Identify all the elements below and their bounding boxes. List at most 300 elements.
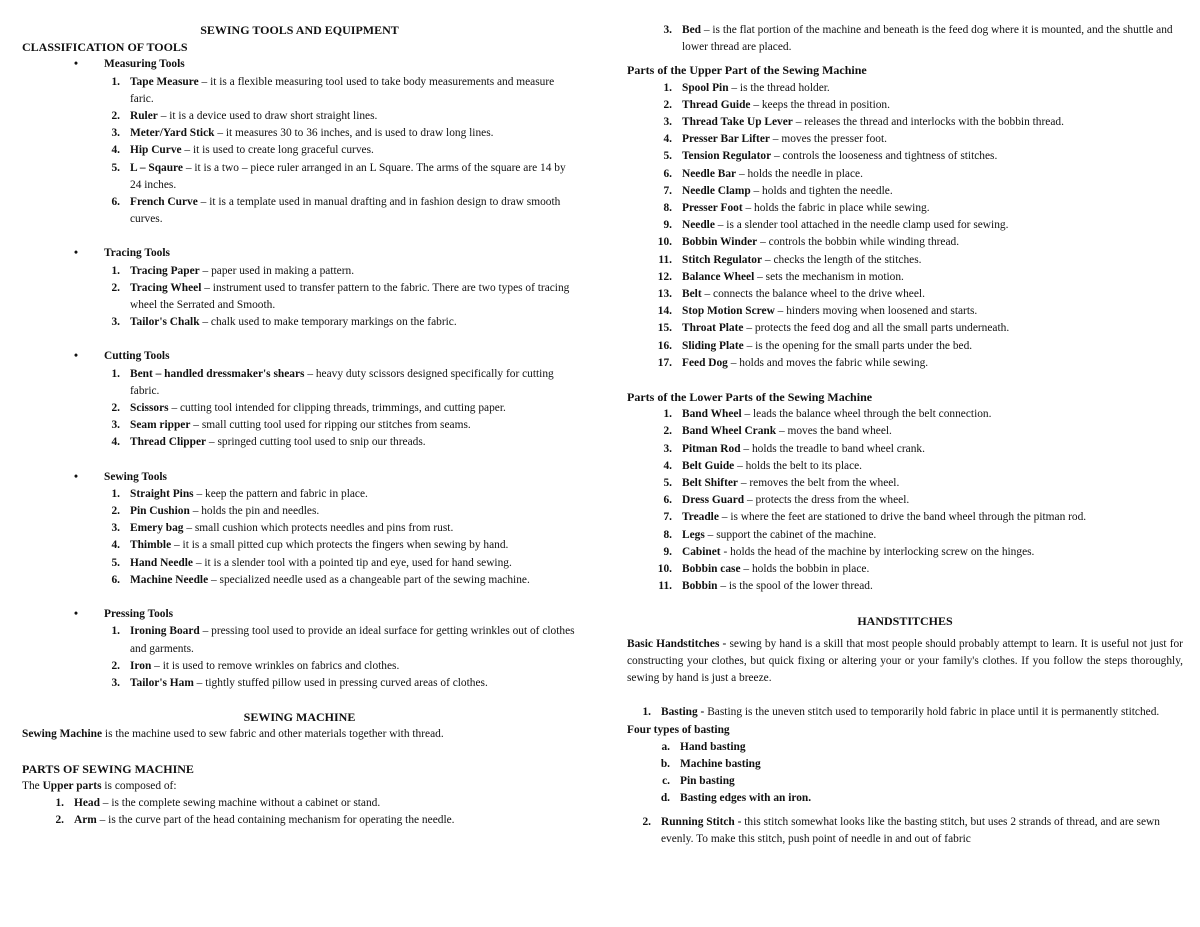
item-desc: it is a template used in manual drafting and in fashion design to draw smooth curves. [130,196,561,226]
basting-type-item [627,773,1183,790]
item-separator: – [762,253,774,266]
item-term: Stitch Regulator [682,253,763,266]
item-desc: is the spool of the lower thread. [728,580,873,593]
bullet-icon: • [74,350,78,363]
item-desc: is the complete sewing machine without a cabinet or stand. [111,796,381,809]
item-desc: it is a two – piece ruler arranged in an L Square. The arms of the square are 14 by 24 inches. [130,161,566,191]
item-separator: – [190,419,202,432]
lower-component-item [627,475,1183,492]
item-desc: sets the mechanism in motion. [765,270,904,283]
upper-part-items [627,80,1183,372]
lower-component-item [627,544,1183,561]
tool-item [22,400,577,417]
upper-part-item [22,795,577,812]
item-desc: it is a slender tool with a pointed tip and eye, used for hand sewing. [204,556,512,569]
tool-item [22,675,577,692]
basting-type-letter: a. [661,740,670,753]
item-separator: – [776,425,788,438]
item-number: 4. [111,539,120,552]
item-number: 1. [111,487,120,500]
item-number: 12. [657,270,672,283]
upper-component-item [627,80,1183,97]
item-number: 3. [663,116,672,129]
item-separator: – [198,75,211,88]
item-number: 1. [111,75,120,88]
item-separator: – [181,144,193,157]
lower-part-heading: Parts of the Lower Parts of the Sewing Machine [627,390,873,405]
item-desc: keep the pattern and fabric in place. [205,487,368,500]
lower-component-item [627,441,1183,458]
item-desc: heavy duty scissors designed specifically for cutting fabric. [130,367,554,397]
item-desc: instrument used to transfer pattern to the fabric. There are two types of tracing wheel the Serrated and Smooth. [130,281,570,312]
item-term: Ruler [130,110,158,123]
tool-item [22,160,577,194]
item-separator: – [199,316,211,329]
item-number: 2. [111,505,120,518]
item-term: Straight Pins [130,487,194,500]
item-separator: – [750,98,762,111]
item-number: 11. [658,580,672,593]
item-desc: controls the bobbin while winding thread. [768,236,960,249]
item-desc: is a slender tool attached in the needle clamp used for sewing. [726,219,1009,232]
tool-item [22,658,577,675]
item-term: Seam ripper [130,419,191,432]
item-separator: – [201,281,213,294]
item-number: 13. [657,288,672,301]
item-number: 3. [663,24,672,36]
item-number: 10. [657,236,672,249]
item-separator: – [740,563,752,576]
running-stitch-desc: this stitch somewhat looks like the basting stitch, but uses 2 strands of thread, and are sewn evenly. To make this stitch, push point of needle in and out of fabric [661,815,1160,845]
item-separator: – [183,522,195,535]
item-term: Belt Guide [682,459,735,472]
item-number: 2. [663,425,672,438]
item-separator: – [304,367,316,380]
tool-item [22,194,577,228]
item-separator: – [736,167,748,180]
item-desc: protects the dress from the wheel. [755,494,910,507]
page-title: SEWING TOOLS AND EQUIPMENT [200,23,399,37]
item-separator: – [157,110,170,123]
item-number: 8. [663,528,672,541]
item-desc: releases the thread and interlocks with the bobbin thread. [804,116,1064,129]
item-separator: - [720,545,731,558]
item-desc: it is used to remove wrinkles on fabrics and clothes. [162,659,400,672]
item-desc: small cutting tool used for ripping our stitches from seams. [201,419,471,432]
item-term: Band Wheel Crank [682,425,777,438]
item-separator: – [704,528,717,541]
item-separator: – [750,184,763,197]
item-number: 16. [657,339,672,352]
item-desc: moves the presser foot. [781,133,887,146]
tool-item [22,520,577,537]
basting-type-label: Hand basting [680,740,746,753]
upper-component-item [627,148,1183,165]
item-number: 11. [658,253,672,266]
upper-part-item [627,22,1183,56]
item-desc: is the flat portion of the machine and beneath is the feed dog where it is mounted, and the shuttle and lower thread are placed. [682,24,1173,54]
item-number: 3. [111,127,120,140]
item-term: Tracing Wheel [130,281,202,294]
item-separator: – [197,196,210,209]
item-desc: springed cutting tool used to snip our threads. [217,436,426,449]
item-term: Thimble [130,539,172,552]
upper-component-item [627,338,1183,355]
item-desc: it measures 30 to 36 inches, and is used to draw long lines. [225,127,494,140]
item-desc: pressing tool used to provide an ideal surface for getting wrinkles out of clothes and garments. [130,625,575,655]
item-number: 7. [663,511,672,524]
item-term: Bed [682,24,701,36]
tool-group-name: Cutting Tools [104,350,170,363]
item-separator: – [740,442,752,455]
item-number: 5. [663,150,672,163]
basting-types-heading: Four types of basting [627,723,730,736]
item-number: 1. [663,81,672,94]
item-number: 6. [111,196,120,209]
item-desc: keeps the thread in position. [761,98,890,111]
item-separator: – [193,676,206,689]
sewing-machine-definition [22,726,577,743]
parts-intro-bold: Upper parts [42,779,102,792]
basting-number: 1. [642,706,651,719]
item-term: Bobbin [682,580,718,593]
item-number: 5. [663,477,672,490]
item-term: Dress Guard [682,494,745,507]
upper-component-item [627,114,1183,131]
tool-item [22,434,577,451]
handstitches-intro-desc: sewing by hand is a skill that most people should probably attempt to learn. It is useful not just for constructing your clothes, but quick fixing or altering your or your family's clothes. If you follow the steps thoroughly, sewing by hand is just a breeze. [627,637,1183,685]
basting-type-item [627,739,1183,756]
item-separator: – [199,625,212,638]
item-term: Needle [682,219,715,232]
item-number: 2. [55,814,64,827]
item-number: 15. [657,322,672,335]
item-term: Tailor's Ham [130,676,194,689]
item-number: 3. [111,316,120,329]
lower-component-item [627,561,1183,578]
parts-intro [22,778,577,795]
item-separator: – [741,408,753,421]
classification-heading: CLASSIFICATION OF TOOLS [22,40,188,55]
lower-part-items [627,406,1183,595]
item-number: 4. [111,144,120,157]
basting-type-label: Basting edges with an iron. [680,792,812,805]
item-number: 6. [663,494,672,507]
tool-group-name: Pressing Tools [104,608,174,621]
sewing-machine-desc: is the machine used to sew fabric and other materials together with thread. [102,728,444,741]
item-term: Stop Motion Screw [682,305,775,318]
item-term: Balance Wheel [682,270,755,283]
item-term: Spool Pin [682,81,729,94]
item-separator: – [189,505,202,518]
handstitches-intro [627,636,1183,688]
item-term: Pitman Rod [682,442,741,455]
item-term: Belt [682,288,702,301]
item-term: Cabinet [682,545,721,558]
item-term: Thread Clipper [130,436,207,449]
item-desc: holds the fabric in place while sewing. [754,202,930,215]
item-desc: holds the pin and needles. [201,505,320,518]
item-separator: – [742,202,755,215]
tool-item [22,74,577,108]
item-desc: holds the head of the machine by interlocking screw on the hinges. [730,545,1035,558]
right-column [627,22,1183,848]
basting-type-label: Pin basting [680,775,735,788]
item-desc: checks the length of the stitches. [773,253,922,266]
item-term: Emery bag [130,522,184,535]
item-number: 3. [663,442,672,455]
item-number: 2. [111,110,120,123]
tool-group-name: Measuring Tools [104,58,185,71]
item-separator: – [734,459,746,472]
lower-component-item [627,527,1183,544]
upper-parts-list-continued [627,22,1183,56]
upper-component-item [627,286,1183,303]
item-separator: – [701,24,713,36]
item-desc: holds and moves the fabric while sewing. [739,356,929,369]
item-term: Arm [74,814,97,827]
item-desc: holds and tighten the needle. [762,184,893,197]
upper-parts-list [22,795,577,829]
item-term: Iron [130,659,152,672]
tool-item [22,417,577,434]
item-desc: is the thread holder. [739,81,830,94]
upper-component-item [627,269,1183,286]
item-separator: – [717,580,729,593]
item-term: Needle Bar [682,167,737,180]
item-separator: – [193,487,205,500]
item-number: 14. [657,305,672,318]
item-separator: – [168,402,180,415]
upper-component-item [627,234,1183,251]
item-number: 7. [663,184,672,197]
running-stitch-term: Running Stitch - [661,815,742,828]
item-separator: – [771,150,783,163]
item-term: Band Wheel [682,408,742,421]
upper-component-item [627,252,1183,269]
basting-type-item [627,756,1183,773]
item-desc: hinders moving when loosened and starts. [786,305,978,318]
tool-group-heading [74,245,577,262]
running-stitch-number: 2. [642,815,651,828]
item-desc: cutting tool intended for clipping threads, trimmings, and cutting paper. [180,402,506,415]
basting-item [627,704,1183,721]
upper-component-item [627,183,1183,200]
item-term: Machine Needle [130,573,209,586]
item-separator: – [214,127,226,140]
item-desc: holds the needle in place. [747,167,863,180]
item-number: 9. [663,545,672,558]
item-number: 5. [111,556,120,569]
item-desc: chalk used to make temporary markings on the fabric. [210,316,457,329]
basting-type-item [627,790,1183,807]
tool-item [22,142,577,159]
basting-desc: Basting is the uneven stitch used to temporarily hold fabric in place until it is permanently stitched. [704,706,1160,719]
tool-group-heading [74,469,577,486]
item-separator: – [743,339,756,352]
item-term: Belt Shifter [682,477,738,490]
item-number: 4. [663,459,672,472]
item-separator: – [757,236,769,249]
item-term: Pin Cushion [130,505,190,518]
item-separator: – [718,511,731,524]
item-separator: – [714,219,727,232]
item-term: Legs [682,528,705,541]
sewing-machine-term: Sewing Machine [22,728,103,741]
item-separator: – [738,477,750,490]
sewing-machine-heading: SEWING MACHINE [243,710,356,725]
item-separator: – [792,116,805,129]
tool-group-name: Tracing Tools [104,247,170,260]
tool-item [22,537,577,554]
item-number: 2. [111,402,120,415]
item-separator: – [199,264,212,277]
item-separator: – [743,322,755,335]
item-term: Sliding Plate [682,339,744,352]
item-separator: – [192,556,205,569]
lower-component-item [627,406,1183,423]
item-number: 3. [111,419,120,432]
item-desc: holds the belt to its place. [745,459,863,472]
item-term: Throat Plate [682,322,744,335]
upper-part-item [22,812,577,829]
item-number: 3. [111,522,120,535]
tool-group-heading [74,606,577,623]
item-separator: – [99,796,112,809]
item-separator: – [151,659,163,672]
tool-group-heading [74,348,577,365]
tool-item [22,366,577,400]
item-separator: – [206,436,218,449]
tool-item [22,555,577,572]
item-desc: it is a flexible measuring tool used to take body measurements and measure faric. [130,75,555,105]
left-column [22,22,577,829]
item-term: Presser Bar Lifter [682,133,770,146]
handstitches-intro-term: Basic Handstitches - [627,637,727,650]
item-separator: – [727,356,740,369]
item-separator: – [208,573,220,586]
item-separator: – [728,81,740,94]
upper-component-item [627,200,1183,217]
item-number: 2. [111,281,120,294]
running-stitch-item [627,814,1183,848]
tool-item [22,503,577,520]
item-number: 1. [663,408,672,421]
tool-groups [22,56,577,692]
item-term: Tracing Paper [130,264,200,277]
upper-component-item [627,355,1183,372]
item-number: 10. [657,563,672,576]
basting-type-letter: d. [660,792,670,805]
tool-item [22,125,577,142]
bullet-icon: • [74,608,78,621]
item-desc: specialized needle used as a changeable part of the sewing machine. [219,573,530,586]
item-term: Hand Needle [130,556,193,569]
basting-type-letter: b. [660,757,670,770]
basting-type-label: Machine basting [680,757,761,770]
item-term: Tape Measure [130,75,199,88]
item-desc: connects the balance wheel to the drive wheel. [713,288,925,301]
item-term: Thread Take Up Lever [682,116,793,129]
upper-component-item [627,303,1183,320]
item-desc: removes the belt from the wheel. [749,477,900,490]
item-term: Tailor's Chalk [130,316,200,329]
item-term: Scissors [130,402,169,415]
item-desc: small cushion which protects needles and pins from rust. [194,522,454,535]
item-term: Thread Guide [682,98,751,111]
tool-group-heading [74,56,577,73]
item-number: 3. [111,676,120,689]
item-desc: protects the feed dog and all the small parts underneath. [754,322,1010,335]
upper-component-item [627,97,1183,114]
item-separator: – [754,270,766,283]
item-term: Meter/Yard Stick [130,127,215,140]
upper-part-heading: Parts of the Upper Part of the Sewing Machine [627,63,867,78]
item-desc: controls the looseness and tightness of stitches. [782,150,998,163]
item-number: 2. [111,659,120,672]
item-desc: it is a device used to draw short straight lines. [169,110,378,123]
item-desc: paper used in making a pattern. [211,264,355,277]
tool-item [22,572,577,589]
item-number: 5. [111,161,120,174]
handstitches-heading: HANDSTITCHES [857,613,953,628]
item-desc: it is a small pitted cup which protects the fingers when sewing by hand. [182,539,509,552]
item-separator: – [701,288,714,301]
lower-component-item [627,492,1183,509]
upper-component-item [627,217,1183,234]
item-term: Treadle [682,511,719,524]
item-term: Bent – handled dressmaker's shears [130,367,305,380]
basting-type-letter: c. [662,775,670,788]
item-number: 8. [663,202,672,215]
item-desc: holds the bobbin in place. [751,563,870,576]
tool-item [22,314,577,331]
item-number: 6. [111,573,120,586]
item-term: French Curve [130,196,198,209]
parts-intro-pre: The [22,779,43,792]
item-term: Ironing Board [130,625,200,638]
tool-group-name: Sewing Tools [104,470,167,483]
item-number: 9. [663,219,672,232]
item-desc: moves the band wheel. [787,425,892,438]
item-number: 1. [111,367,120,380]
item-term: Feed Dog [682,356,728,369]
item-desc: is the opening for the small parts under the bed. [755,339,973,352]
tool-item [22,486,577,503]
item-term: Bobbin Winder [682,236,758,249]
lower-component-item [627,578,1183,595]
tool-item [22,263,577,280]
basting-term: Basting - [661,706,705,719]
item-term: Bobbin case [682,563,741,576]
item-separator: – [774,305,787,318]
item-desc: is where the feet are stationed to drive the band wheel through the pitman rod. [730,511,1087,524]
upper-component-item [627,166,1183,183]
lower-component-item [627,458,1183,475]
item-separator: – [171,539,183,552]
parts-heading: PARTS OF SEWING MACHINE [22,761,194,776]
item-desc: support the cabinet of the machine. [716,528,877,541]
item-desc: tightly stuffed pillow used in pressing curved areas of clothes. [205,676,488,689]
parts-intro-post: is composed of: [101,779,177,792]
item-separator: – [96,814,109,827]
item-number: 1. [55,796,64,809]
item-number: 2. [663,98,672,111]
item-separator: – [744,494,756,507]
item-separator: – [769,133,782,146]
basting-types-list [627,739,1183,808]
item-number: 4. [111,436,120,449]
